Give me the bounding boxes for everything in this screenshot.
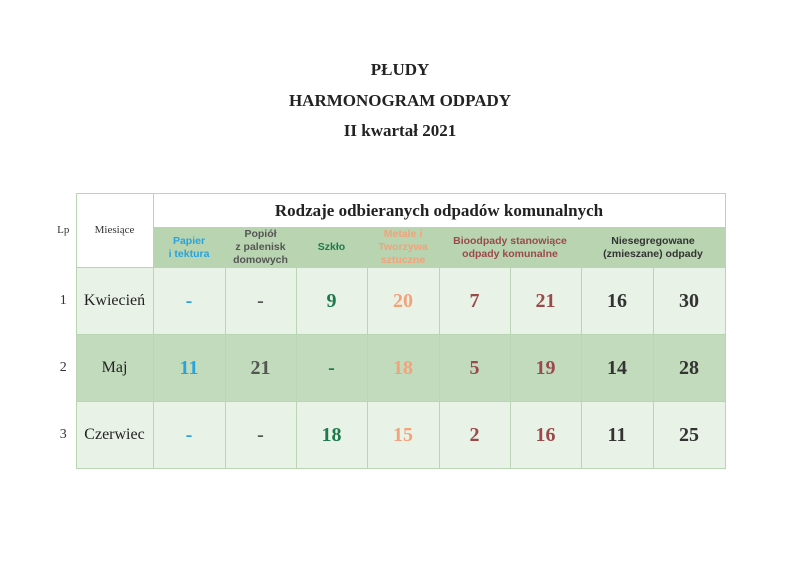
date-szklo: 9	[296, 268, 367, 335]
date-bioodpady: 2	[439, 402, 510, 469]
row-number: 1	[51, 268, 76, 335]
table-row	[51, 335, 725, 402]
column-header-papier: Papier i tektura	[153, 228, 225, 268]
column-header-metale: Metale i Tworzywa sztuczne	[367, 228, 439, 268]
column-header-popiol: Popiół z palenisk domowych	[225, 228, 296, 268]
date-zmieszane: 30	[653, 268, 725, 335]
date-popiol: -	[225, 402, 296, 469]
date-papier: 11	[153, 335, 225, 402]
date-papier: -	[153, 268, 225, 335]
date-szklo: 18	[296, 402, 367, 469]
date-bioodpady: 16	[510, 402, 581, 469]
date-papier: -	[153, 402, 225, 469]
schedule-title: HARMONOGRAM ODPADY	[288, 91, 512, 110]
column-header-szklo: Szkło	[296, 228, 367, 268]
date-popiol: -	[225, 268, 296, 335]
row-number: 2	[51, 335, 76, 402]
column-header-bioodpady: Bioodpady stanowiące odpady komunalne	[439, 228, 581, 268]
month-cell: Kwiecień	[76, 268, 153, 335]
date-zmieszane: 28	[653, 335, 725, 402]
date-zmieszane: 11	[581, 402, 653, 469]
month-cell: Maj	[76, 335, 153, 402]
row-number: 3	[51, 402, 76, 469]
months-header: Miesiące	[76, 194, 153, 268]
date-metale: 18	[367, 335, 439, 402]
date-metale: 20	[367, 268, 439, 335]
month-cell: Czerwiec	[76, 402, 153, 469]
period-title: II kwartał 2021	[343, 121, 457, 140]
date-zmieszane: 14	[581, 335, 653, 402]
date-szklo: -	[296, 335, 367, 402]
date-bioodpady: 21	[510, 268, 581, 335]
date-popiol: 21	[225, 335, 296, 402]
location-title: PŁUDY	[370, 60, 430, 79]
column-header-zmieszane: Niesegregowane (zmieszane) odpady	[581, 228, 725, 268]
date-bioodpady: 19	[510, 335, 581, 402]
table-row	[51, 268, 725, 335]
table-row	[51, 402, 725, 469]
group-header: Rodzaje odbieranych odpadów komunalnych	[153, 194, 725, 228]
date-bioodpady: 7	[439, 268, 510, 335]
date-zmieszane: 16	[581, 268, 653, 335]
date-zmieszane: 25	[653, 402, 725, 469]
date-metale: 15	[367, 402, 439, 469]
lp-header: Lp	[51, 194, 76, 268]
schedule-table	[51, 193, 726, 469]
date-bioodpady: 5	[439, 335, 510, 402]
